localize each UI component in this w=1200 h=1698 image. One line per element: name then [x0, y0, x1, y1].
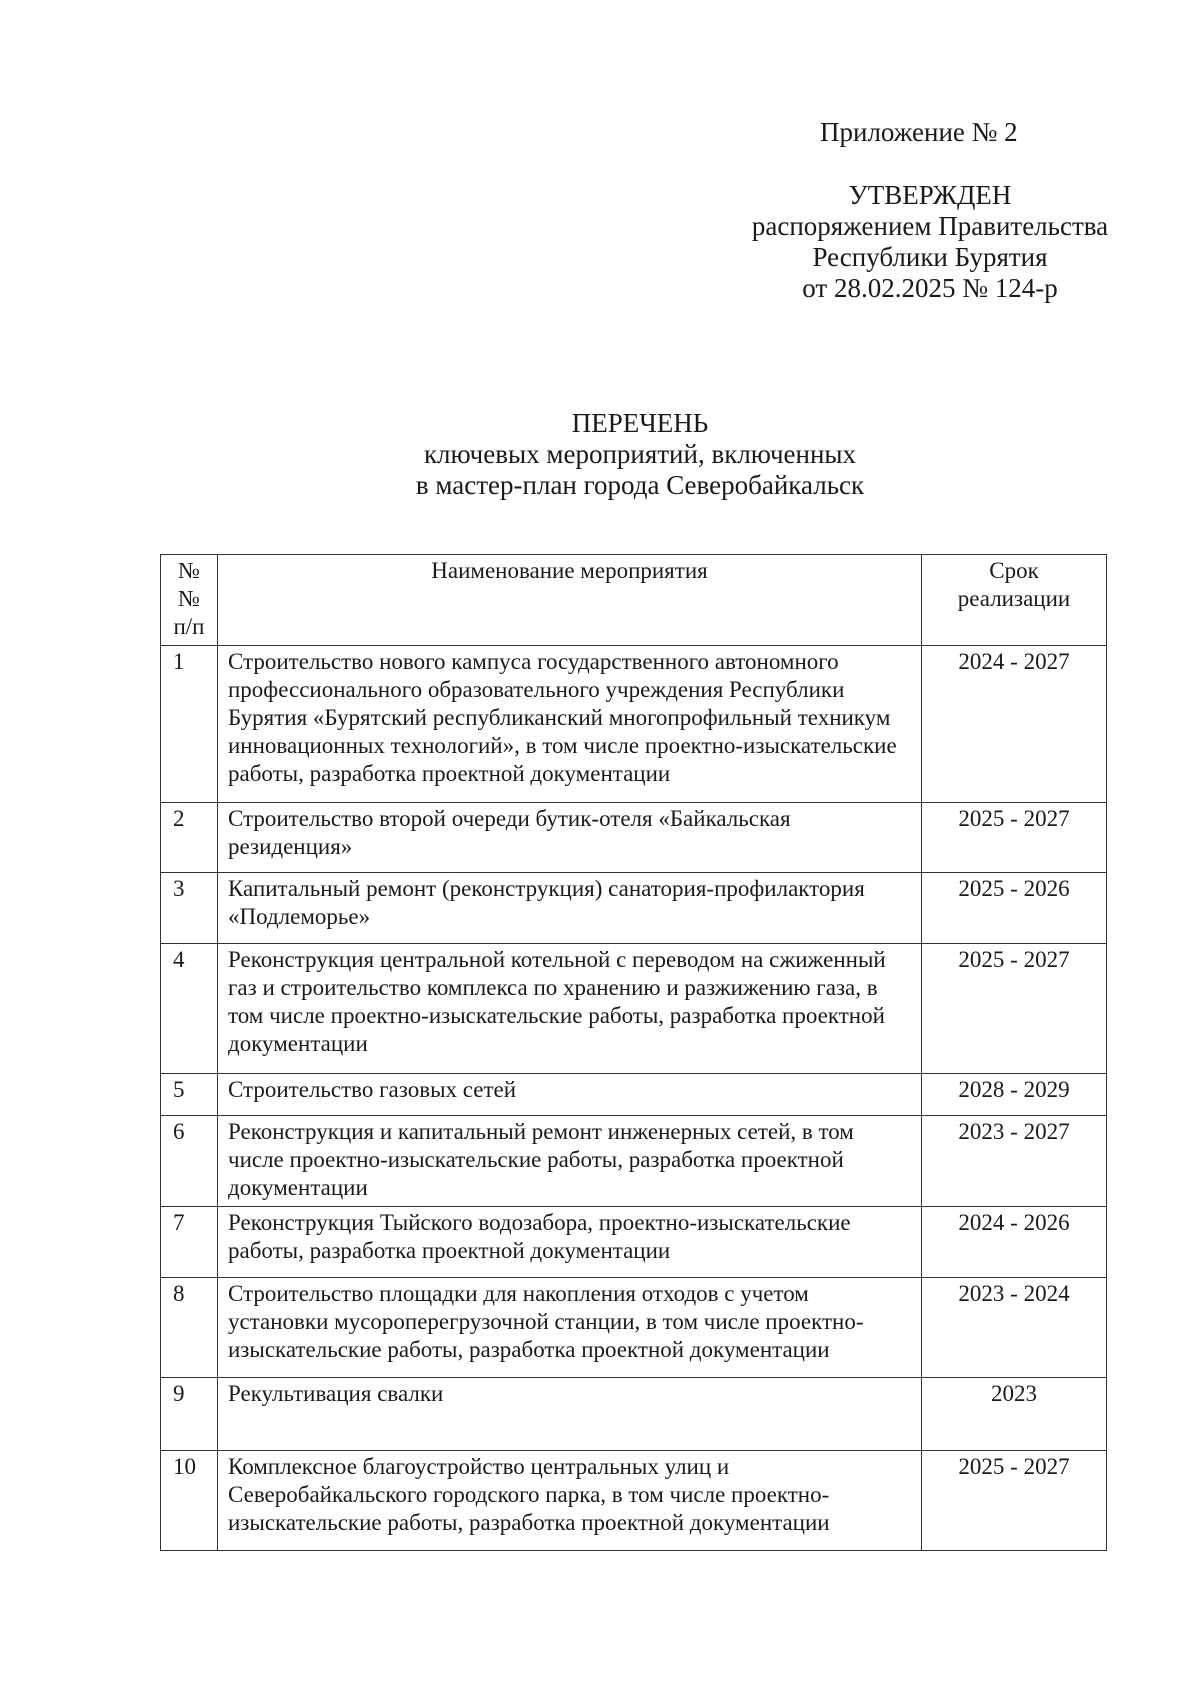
row-name: Реконструкция центральной котельной с переводом на сжиженный газ и строительство комплекса по хранению и разжижению газа, в том числе проектно-изыскательские работы, разработка проектной документации	[218, 944, 922, 1074]
table-row	[161, 1074, 1107, 1116]
table-row	[161, 646, 1107, 803]
row-name: Строительство нового кампуса государственного автономного профессионального образовательного учреждения Республики Бурятия «Бурятский республиканский многопрофильный техникум инновационных технологий», в том числе проектно-изыскательские работы, разработка проектной документации	[218, 646, 922, 803]
title-line-1: ПЕРЕЧЕНЬ	[571, 408, 709, 438]
header-number-line-1: №	[178, 558, 200, 583]
row-name: Рекультивация свалки	[218, 1378, 922, 1451]
row-name: Строительство площадки для накопления отходов с учетом установки мусороперегрузочной станции, в том числе проектно-изыскательские работы, разработка проектной документации	[218, 1278, 922, 1378]
header-term-line-1: Срок	[989, 558, 1039, 583]
table-row	[161, 1278, 1107, 1378]
row-term: 2023 - 2024	[922, 1278, 1107, 1378]
table-row	[161, 1207, 1107, 1278]
table-row	[161, 1378, 1107, 1451]
row-number: 6	[161, 1116, 218, 1207]
row-term: 2025 - 2027	[922, 1451, 1107, 1551]
row-number: 9	[161, 1378, 218, 1451]
approved-by-line-1: распоряжением Правительства	[751, 211, 1109, 241]
document-title	[300, 408, 980, 501]
row-name: Реконструкция Тыйского водозабора, проектно-изыскательские работы, разработка проектной документации	[218, 1207, 922, 1278]
row-name: Реконструкция и капитальный ремонт инженерных сетей, в том числе проектно-изыскательские работы, разработка проектной документации	[218, 1116, 922, 1207]
table-header-row	[161, 555, 1107, 646]
events-table	[160, 554, 1107, 1551]
header-number-line-3: п/п	[173, 614, 205, 639]
appendix-label: Приложение № 2	[820, 117, 1018, 147]
row-term: 2023 - 2027	[922, 1116, 1107, 1207]
row-term: 2025 - 2027	[922, 803, 1107, 873]
row-number: 4	[161, 944, 218, 1074]
title-line-2: ключевых мероприятий, включенных	[423, 439, 857, 469]
header-number-line-2: №	[178, 586, 200, 611]
table-row	[161, 873, 1107, 944]
row-term: 2024 - 2026	[922, 1207, 1107, 1278]
title-line-3: в мастер-план города Северобайкальск	[415, 470, 865, 500]
table-row	[161, 944, 1107, 1074]
row-name: Капитальный ремонт (реконструкция) санатория-профилактория «Подлеморье»	[218, 873, 922, 944]
row-number: 8	[161, 1278, 218, 1378]
row-term: 2028 - 2029	[922, 1074, 1107, 1116]
approved-date: от 28.02.2025 № 124-р	[802, 273, 1058, 303]
row-number: 10	[161, 1451, 218, 1551]
approved-by-line-2: Республики Бурятия	[812, 242, 1048, 272]
table-row	[161, 1116, 1107, 1207]
approval-block	[720, 180, 1140, 304]
row-term: 2025 - 2026	[922, 873, 1107, 944]
table-row	[161, 803, 1107, 873]
row-name: Строительство второй очереди бутик-отеля «Байкальская резиденция»	[218, 803, 922, 873]
row-term: 2023	[922, 1378, 1107, 1451]
header-number	[161, 555, 218, 646]
row-name: Комплексное благоустройство центральных улиц и Северобайкальского городского парка, в том числе проектно-изыскательские работы, разработка проектной документации	[218, 1451, 922, 1551]
row-term: 2025 - 2027	[922, 944, 1107, 1074]
header-term	[922, 555, 1107, 646]
row-number: 2	[161, 803, 218, 873]
table-row	[161, 1451, 1107, 1551]
row-name: Строительство газовых сетей	[218, 1074, 922, 1116]
row-number: 3	[161, 873, 218, 944]
header-term-line-2: реализации	[957, 586, 1071, 611]
approved-stamp-text: УТВЕРЖДЕН	[848, 180, 1012, 210]
row-term: 2024 - 2027	[922, 646, 1107, 803]
row-number: 5	[161, 1074, 218, 1116]
header-name: Наименование мероприятия	[218, 555, 922, 646]
row-number: 7	[161, 1207, 218, 1278]
row-number: 1	[161, 646, 218, 803]
